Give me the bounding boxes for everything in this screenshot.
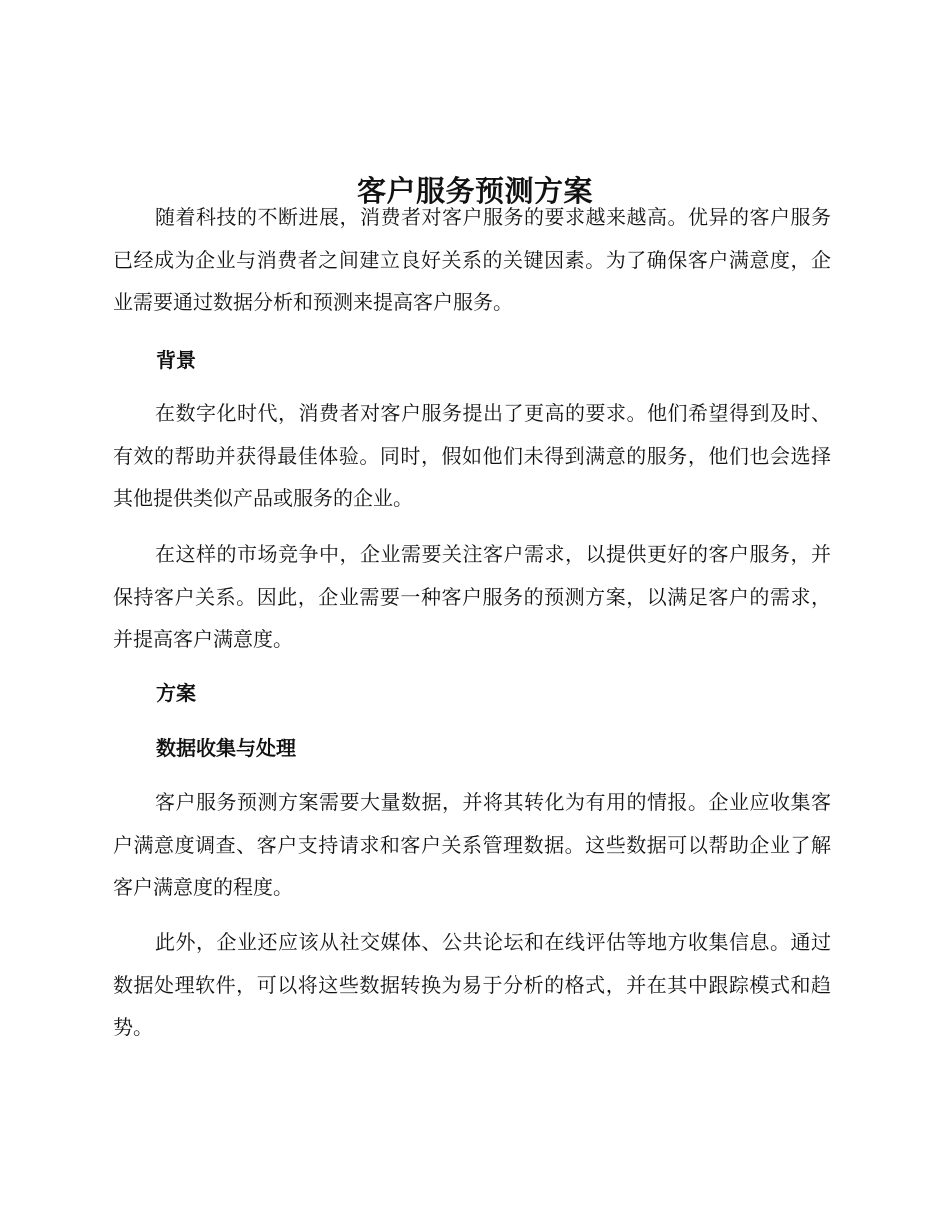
section-heading-plan: 方案 — [156, 681, 196, 705]
document-title: 客户服务预测方案 — [356, 174, 593, 209]
intro-paragraph: 随着科技的不断进展，消费者对客户服务的要求越来越高。优异的客户服务已经成为企业与消费者之间建立良好关系的关键因素。为了确保客户满意度，企业需要通过数据分析和预测来提高客户服务。 — [113, 205, 831, 314]
background-paragraph-1: 在数字化时代，消费者对客户服务提出了更高的要求。他们希望得到及时、有效的帮助并获得最佳体验。同时，假如他们未得到满意的服务，他们也会选择其他提供类似产品或服务的企业。 — [113, 401, 831, 510]
data-collection-paragraph-1: 客户服务预测方案需要大量数据，并将其转化为有用的情报。企业应收集客户满意度调查、客户支持请求和客户关系管理数据。这些数据可以帮助企业了解客户满意度的程度。 — [113, 790, 831, 899]
section-heading-background: 背景 — [156, 348, 196, 372]
subsection-heading-data-collection: 数据收集与处理 — [156, 736, 296, 760]
background-paragraph-2: 在这样的市场竞争中，企业需要关注客户需求，以提供更好的客户服务，并保持客户关系。因此，企业需要一种客户服务的预测方案，以满足客户的需求，并提高客户满意度。 — [113, 542, 831, 651]
data-collection-paragraph-2: 此外，企业还应该从社交媒体、公共论坛和在线评估等地方收集信息。通过数据处理软件，可以将这些数据转换为易于分析的格式，并在其中跟踪模式和趋势。 — [113, 930, 831, 1039]
